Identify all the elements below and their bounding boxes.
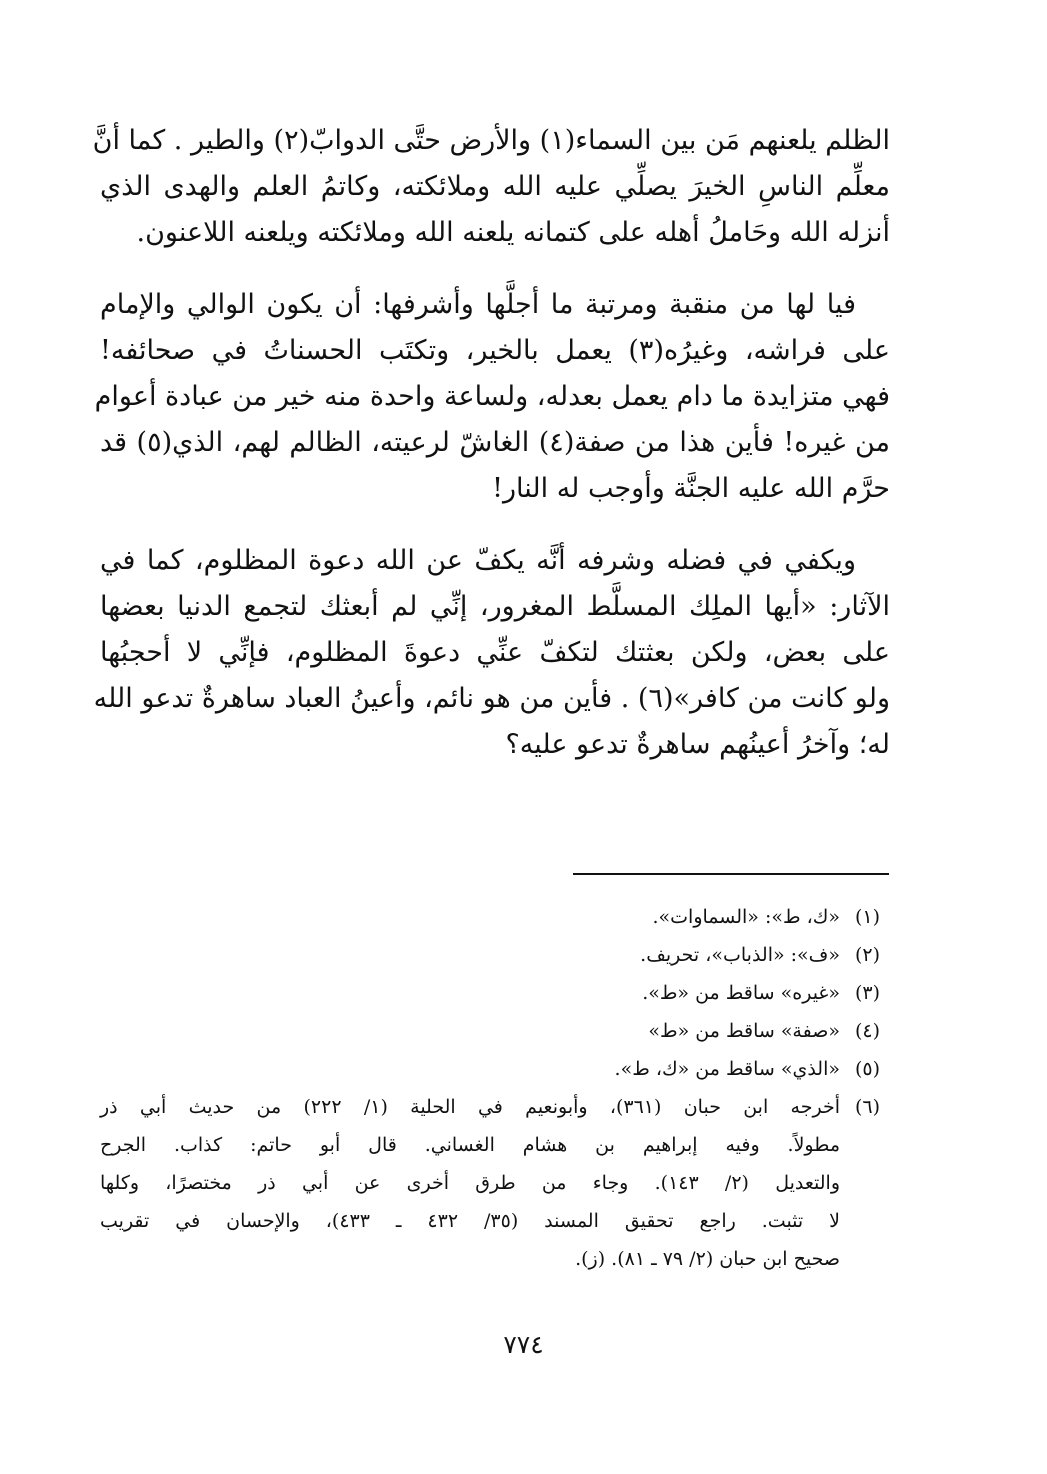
footnote-line: «غيره» ساقط من «ط». [642, 982, 840, 1004]
text-line: على بعض، ولكن بعثتك لتكفّ عنِّي دعوةَ المظلوم، فإنِّي لا أحجبُها [100, 637, 890, 668]
footnote-line: «ك، ط»: «السماوات». [652, 906, 840, 928]
text-line: الظلم يلعنهم مَن بين السماء(١) والأرض حتَّى الدوابّ(٢) والطير . كما أنَّ [92, 125, 890, 156]
paragraph-2 [94, 282, 890, 512]
footnote-text [100, 974, 840, 1012]
footnote-number: (١) [854, 906, 880, 928]
footnote-text [100, 1050, 840, 1088]
footnote-number: (٢) [854, 944, 880, 966]
footnote-number: (٦) [854, 1096, 880, 1118]
footnote-text [100, 898, 840, 936]
footnote-line: صحيح ابن حبان (٢/ ٧٩ ـ ٨١). (ز). [575, 1248, 840, 1270]
text-line: ويكفي في فضله وشرفه أنَّه يكفّ عن الله دعوة المظلوم، كما في [100, 545, 856, 576]
footnote-line: «ف»: «الذباب»، تحريف. [640, 944, 840, 966]
footnote-divider [573, 873, 889, 875]
footnote-line: والتعديل (٢/ ١٤٣). وجاء من طرق أخرى عن أبي ذر مختصرًا، وكلها [100, 1172, 840, 1194]
footnote-5 [100, 1050, 890, 1088]
text-line: معلِّم الناسِ الخيرَ يصلِّي عليه الله وملائكته، وكاتمُ العلم والهدى الذي [100, 171, 890, 202]
footnote-text [100, 936, 840, 974]
footnote-4 [100, 1012, 890, 1050]
text-line: من غيره! فأين هذا من صفة(٤) الغاشّ لرعيته، الظالم لهم، الذي(٥) قد [100, 427, 890, 458]
footnote-text [100, 1012, 840, 1050]
paragraph-1 [92, 118, 890, 256]
footnote-line: مطولاً. وفيه إبراهيم بن هشام الغساني. قال أبو حاتم: كذاب. الجرح [100, 1134, 840, 1156]
footnote-line: لا تثبت. راجع تحقيق المسند (٣٥/ ٤٣٢ ـ ٤٣٣)، والإحسان في تقريب [100, 1210, 840, 1232]
text-line: حرَّم الله عليه الجنَّة وأوجب له النار! [492, 473, 890, 504]
text-line: ولو كانت من كافر»(٦) . فأين من هو نائم، وأعينُ العباد ساهرةٌ تدعو الله [93, 683, 890, 714]
footnote-2 [100, 936, 890, 974]
page-number: ٧٧٤ [503, 1330, 544, 1359]
footnote-line: أخرجه ابن حبان (٣٦١)، وأبونعيم في الحلية (١/ ٢٢٢) من حديث أبي ذر [100, 1096, 840, 1118]
footnote-number: (٥) [854, 1058, 880, 1080]
text-line: الآثار: «أيها الملِك المسلَّط المغرور، إنِّي لم أبعثك لتجمع الدنيا بعضها [100, 591, 890, 622]
footnotes [100, 898, 890, 1278]
main-text [92, 118, 890, 768]
text-line: فيا لها من منقبة ومرتبة ما أجلَّها وأشرفها: أن يكون الوالي والإمام [100, 289, 856, 320]
footnote-6 [100, 1088, 890, 1278]
footnote-text [100, 1088, 840, 1278]
footnote-3 [100, 974, 890, 1012]
text-line: فهي متزايدة ما دام يعمل بعدله، ولساعة واحدة منه خير من عبادة أعوام [94, 381, 890, 412]
text-line: على فراشه، وغيرُه(٣) يعمل بالخير، وتكتَب الحسناتُ في صحائفه! [100, 335, 890, 366]
text-line: له؛ وآخرُ أعينُهم ساهرةٌ تدعو عليه؟ [505, 729, 890, 760]
footnote-1 [100, 898, 890, 936]
footnote-line: «صفة» ساقط من «ط» [648, 1020, 840, 1042]
footnote-number: (٣) [854, 982, 880, 1004]
text-line: أنزله الله وحَاملُ أهله على كتمانه يلعنه الله وملائكته ويلعنه اللاعنون. [136, 217, 890, 248]
footnote-number: (٤) [854, 1020, 880, 1042]
paragraph-3 [93, 538, 890, 768]
footnote-line: «الذي» ساقط من «ك، ط». [614, 1058, 840, 1080]
